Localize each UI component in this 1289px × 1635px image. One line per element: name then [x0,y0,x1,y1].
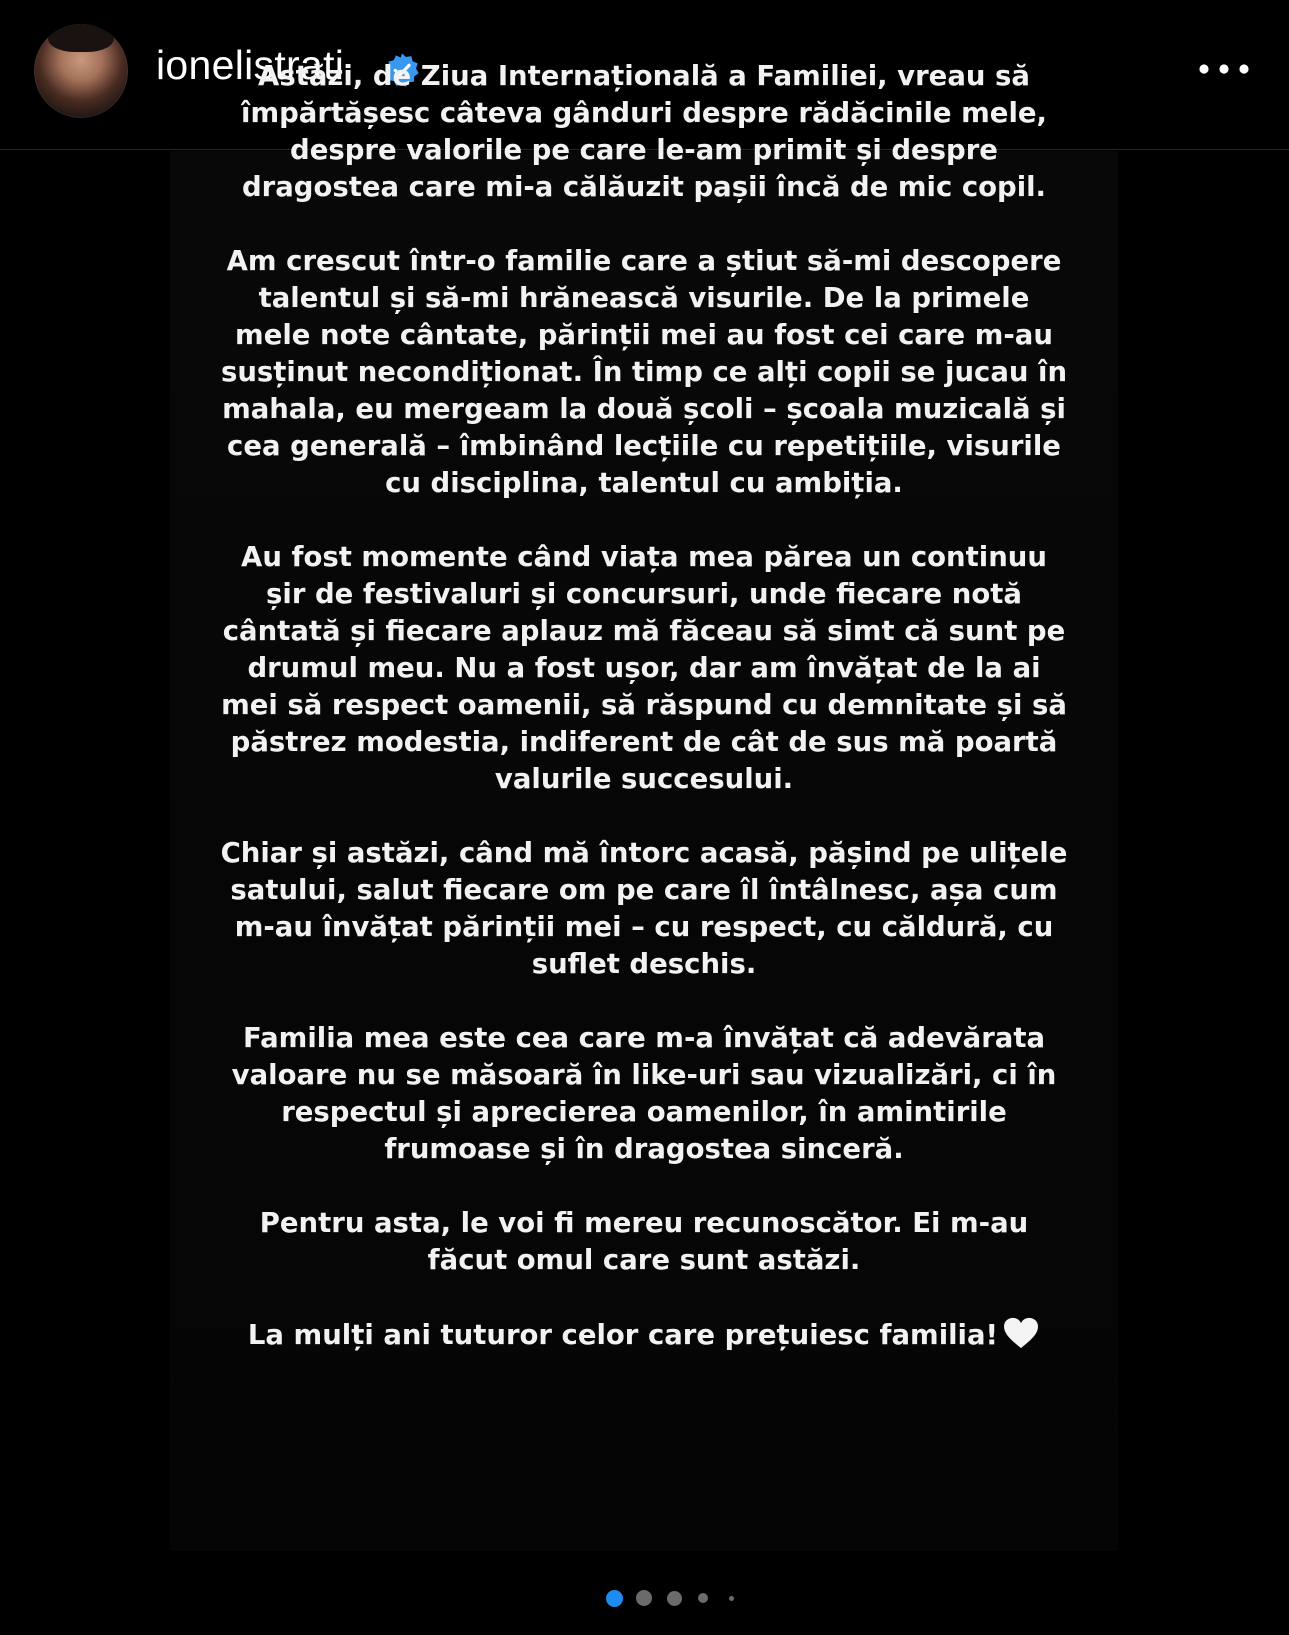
username[interactable]: ionelistrati [156,42,345,88]
closing-text: La mulți ani tuturor celor care prețuiesc familia! [247,1319,999,1351]
pagination-dot [636,1590,652,1606]
pagination-dot [606,1590,623,1607]
white-heart-icon [1002,1316,1040,1350]
pagination-dot [667,1591,682,1606]
story-pagination-dots [600,1588,750,1608]
pagination-dot [698,1593,708,1603]
pagination-dot [729,1596,734,1601]
paragraph-closing [220,1316,1068,1354]
avatar-hair [48,24,114,52]
paragraph-values: Familia mea este cea care m-a învățat că adevărata valoare nu se măsoară în like-uri sau vizualizări, ci în respectul și aprecierea oamenilor, în amintirile frumoase și în dragostea sinceră. [231,1022,1057,1165]
more-options-icon[interactable] [1196,54,1252,84]
paragraph-gratitude: Pentru asta, le voi fi mereu recunoscător. Ei m-au făcut omul care sunt astăzi. [259,1207,1029,1276]
paragraph-intro: Astăzi, de Ziua Internațională a Familiei, vreau să împărtășesc câteva gânduri despre rădăcinile mele, despre valorile pe care le-am primit și despre dragostea care mi-a călăuzit pașii încă de mic copil. [241,60,1047,203]
paragraph-village: Chiar și astăzi, când mă întorc acasă, pășind pe ulițele satului, salut fiecare om pe care îl întâlnesc, așa cum m-au învățat părinții mei – cu respect, cu căldură, cu suflet deschis. [220,837,1068,980]
avatar[interactable] [34,24,128,118]
paragraph-festivals: Au fost momente când viața mea părea un continuu șir de festivaluri și concursuri, unde fiecare notă cântată și fiecare aplauz mă făceau să simt că sunt pe drumul meu. Nu a fost ușor, dar am învățat de la ai mei să respect oamenii, să răspund cu demnitate și să păstrez modestia, indiferent de cât de sus mă poartă valurile succesului. [221,541,1067,795]
story-text [220,58,1068,1391]
paragraph-childhood: Am crescut într-o familie care a știut să-mi descopere talentul și să-mi hrănească visurile. De la primele mele note cântate, părinții mei au fost cei care m-au susținut necondiționat. În timp ce alți copii se jucau în mahala, eu mergeam la două școli – școala muzicală și cea generală – îmbinând lecțiile cu repetițiile, visurile cu disciplina, talentul cu ambiția. [220,245,1068,499]
